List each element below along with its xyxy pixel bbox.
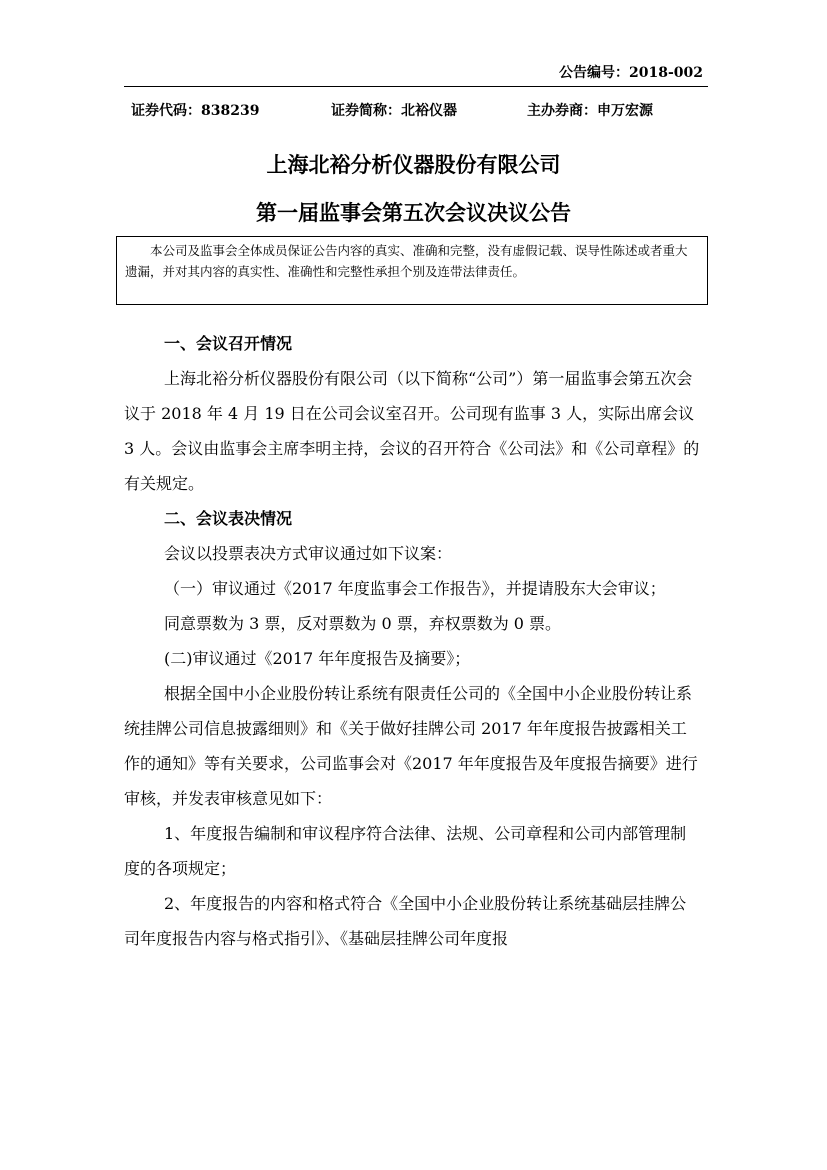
section-heading-voting: 二、会议表决情况 bbox=[164, 509, 293, 528]
paragraph-voting-intro: 会议以投票表决方式审议通过如下议案： bbox=[164, 544, 453, 563]
section-heading-meeting: 一、会议召开情况 bbox=[164, 334, 293, 353]
paragraph-meeting-info: 上海北裕分析仪器股份有限公司（以下简称“公司”）第一届监事会第五次会议于 2018 年 4 月 19 日在公司会议室召开。公司现有监事 3 人，实际出席会议 3 人。会议由监事会主席李明主持，会议的召开符合《公司法》和《公司章程》的有关规定。 bbox=[124, 369, 700, 493]
resolution-item-2: (二)审议通过《2017 年年度报告及摘要》； bbox=[164, 649, 471, 668]
company-title: 上海北裕分析仪器股份有限公司 bbox=[266, 152, 561, 177]
resolution-item-1: （一）审议通过《2017 年度监事会工作报告》，并提请股东大会审议； bbox=[164, 579, 666, 598]
header-divider bbox=[124, 86, 708, 87]
announcement-number: 公告编号：2018-002 bbox=[559, 65, 703, 81]
announcement-title: 第一届监事会第五次会议决议公告 bbox=[256, 200, 571, 225]
review-point-2: 2、年度报告的内容和格式符合《全国中小企业股份转让系统基础层挂牌公司年度报告内容与格式指引》、《基础层挂牌公司年度报 bbox=[124, 894, 687, 948]
lead-broker: 主办券商：申万宏源 bbox=[527, 103, 653, 119]
vote-result-1: 同意票数为 3 票，反对票数为 0 票，弃权票数为 0 票。 bbox=[164, 614, 562, 633]
security-short-name: 证券简称：北裕仪器 bbox=[331, 103, 457, 119]
disclaimer-text: 本公司及监事会全体成员保证公告内容的真实、准确和完整，没有虚假记载、误导性陈述或者重大遗漏，并对其内容的真实性、准确性和完整性承担个别及连带法律责任。 bbox=[125, 243, 688, 279]
document-body bbox=[124, 326, 700, 956]
disclaimer-box bbox=[116, 236, 708, 305]
review-point-1: 1、年度报告编制和审议程序符合法律、法规、公司章程和公司内部管理制度的各项规定； bbox=[124, 824, 687, 878]
paragraph-review-basis: 根据全国中小企业股份转让系统有限责任公司的《全国中小企业股份转让系统挂牌公司信息披露细则》和《关于做好挂牌公司 2017 年年度报告披露相关工作的通知》等有关要求，公司监事会对《2017 年年度报告及年度报告摘要》进行审核，并发表审核意见如下： bbox=[124, 684, 698, 808]
security-code: 证券代码：838239 bbox=[131, 103, 260, 119]
